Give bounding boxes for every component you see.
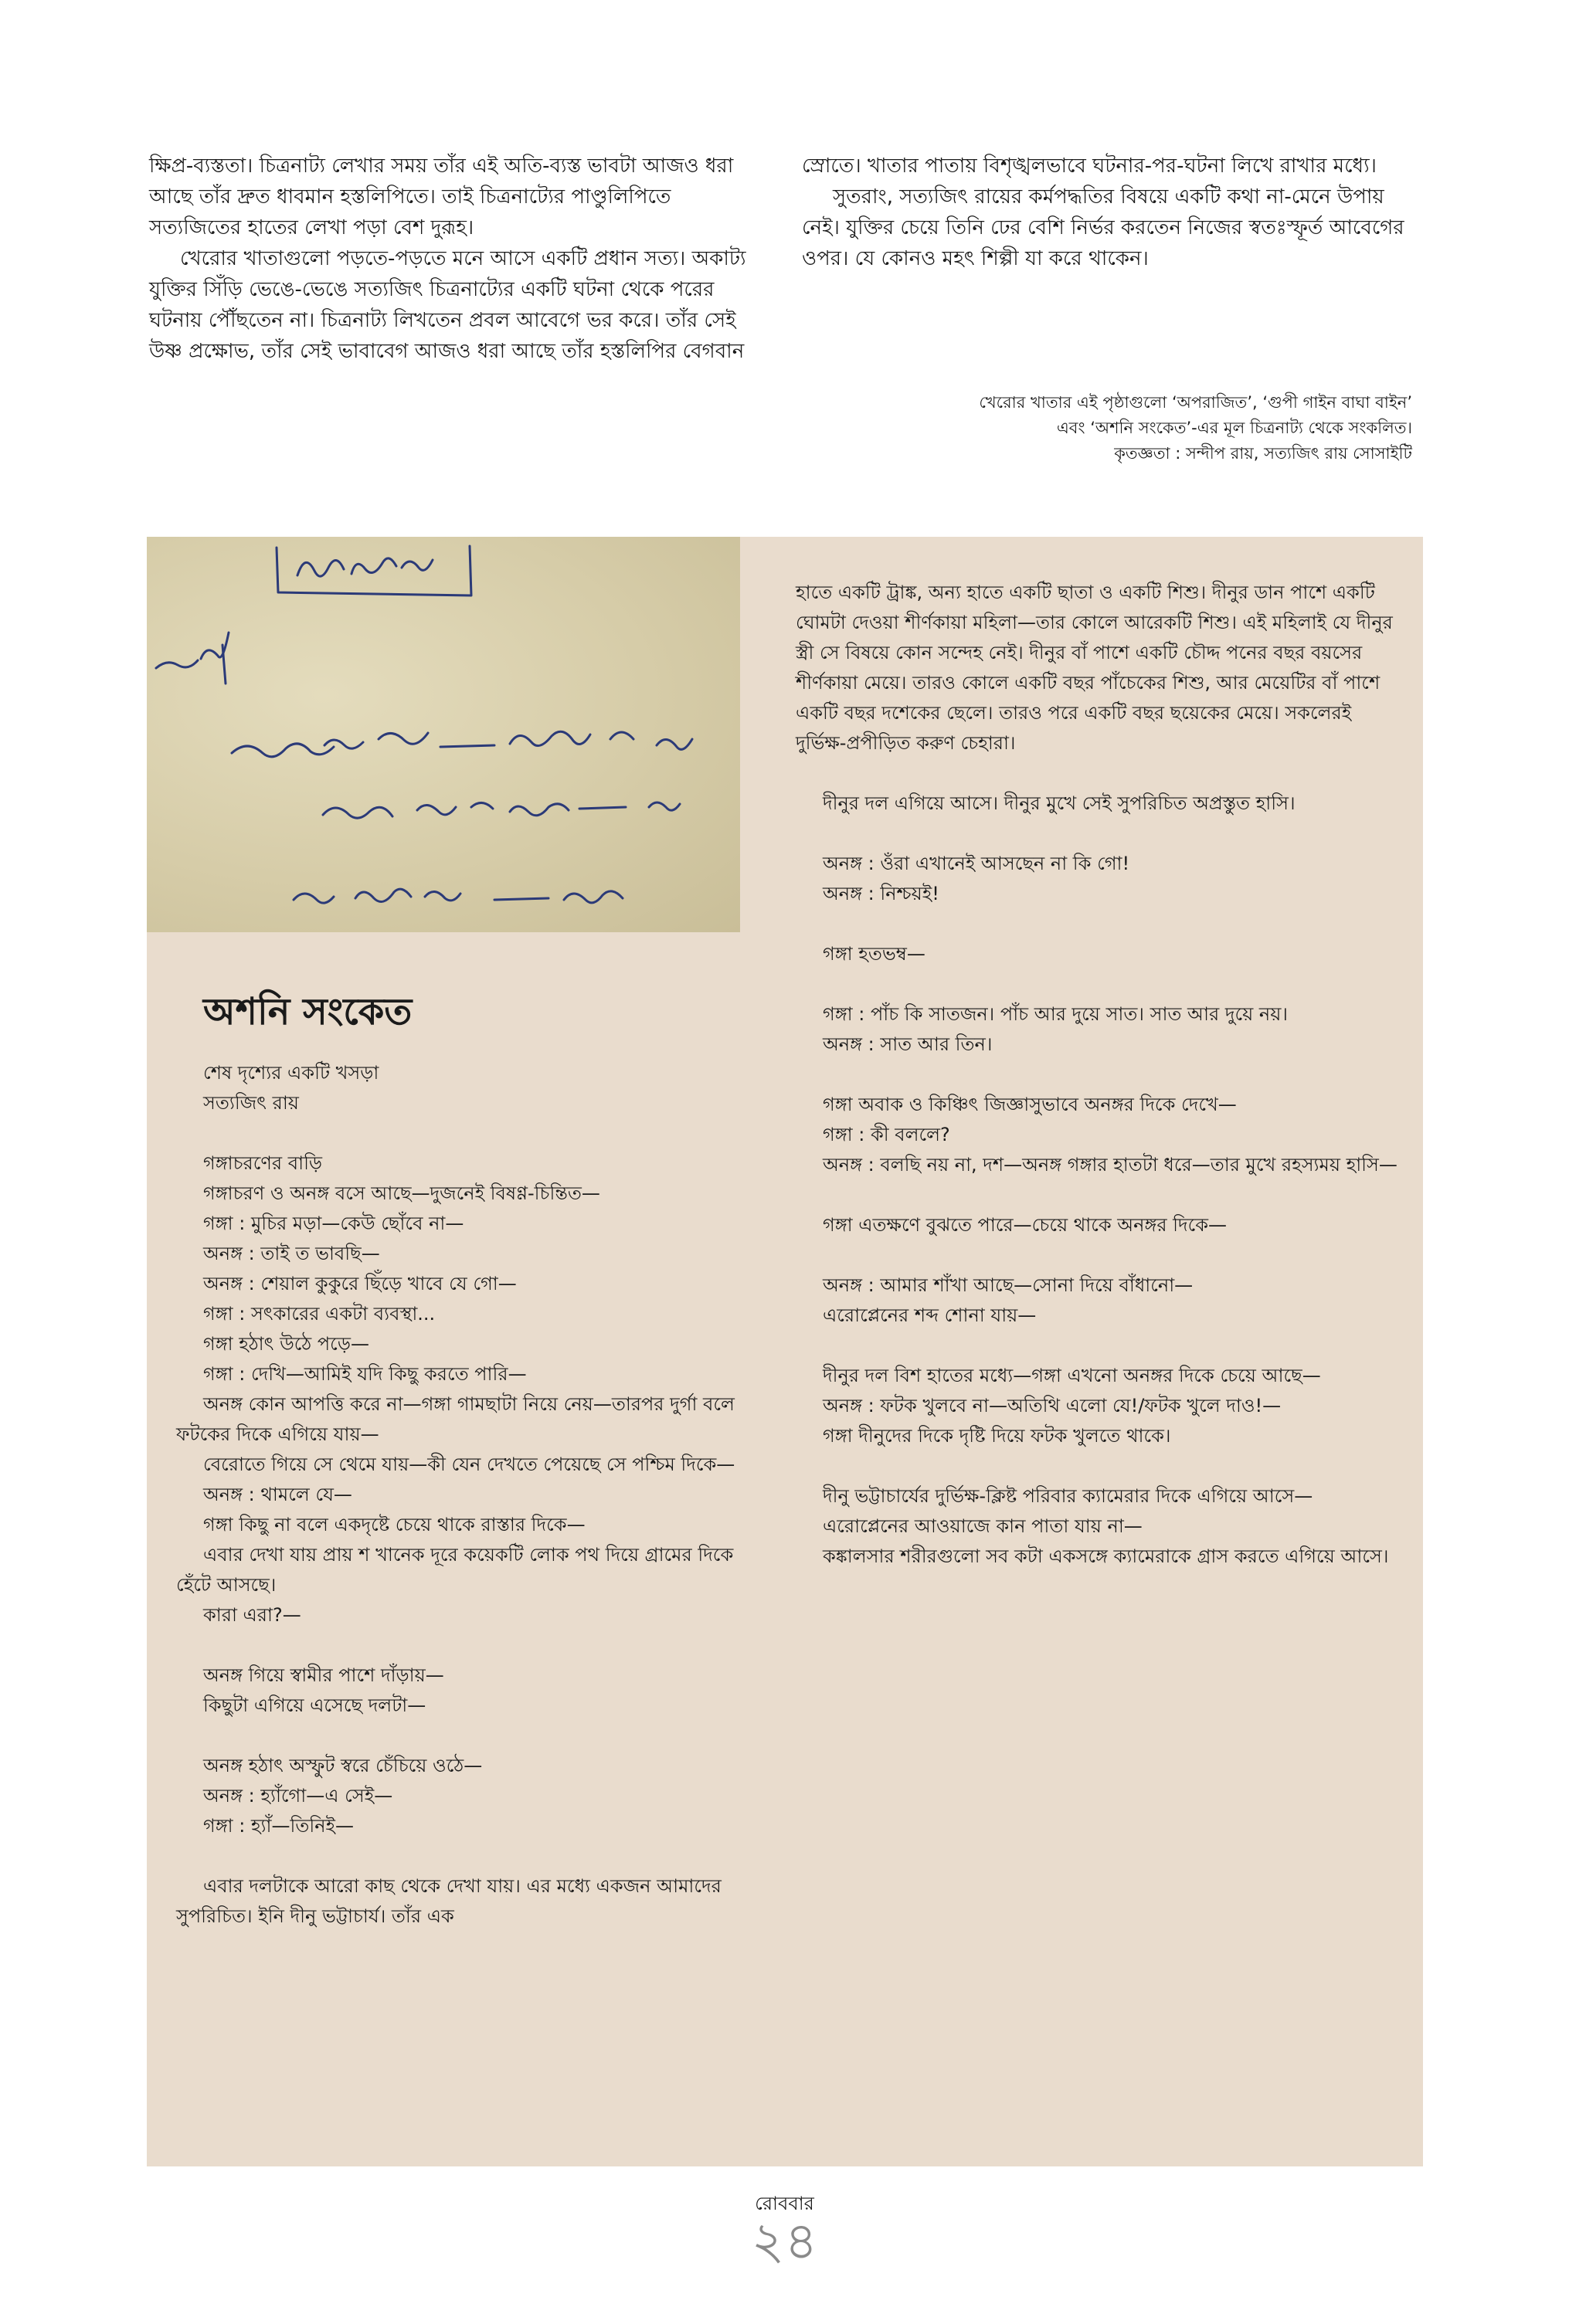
script-line: গঙ্গা কিছু না বলে একদৃষ্টে চেয়ে থাকে রাস্তার দিকে— <box>203 1514 586 1535</box>
script-title: অশনি সংকেত <box>203 990 413 1033</box>
script-line: এরোপ্লেনের আওয়াজে কান পাতা যায় না— <box>823 1515 1143 1537</box>
script-line: গঙ্গা এতক্ষণে বুঝতে পারে—চেয়ে থাকে অনঙ্গর দিকে— <box>823 1214 1228 1236</box>
script-line: অনঙ্গ : বলছি নয় না, দশ—অনঙ্গ গঙ্গার হাতটা ধরে—তার মুখে রহস্যময় হাসি— <box>823 1154 1397 1176</box>
script-line: অনঙ্গ : সাত আর তিন। <box>823 1033 993 1055</box>
handwriting-scribbles <box>147 537 740 932</box>
essay-paragraph: খেরোর খাতাগুলো পড়তে-পড়তে মনে আসে একটি প্রধান সত্য। অকাট্য যুক্তির সিঁড়ি ভেঙে-ভেঙে সত্যজিৎ চিত্রনাট্যের একটি ঘটনা থেকে পরের ঘটনায় পৌঁছতেন না। চিত্রনাট্য লিখতেন প্রবল আবেগে ভর করে। তাঁর সেই উষ্ণ প্রক্ষোভ, তাঁর সেই ভাবাবেগ আজও ধরা আছে তাঁর হস্তলিপির বেগবান <box>149 247 746 363</box>
script-line: এবার দলটাকে আরো কাছ থেকে দেখা যায়। এর মধ্যে একজন আমাদের সুপরিচিত। ইনি দীনু ভট্টাচার্য। তাঁর এক <box>176 1875 722 1927</box>
script-line: গঙ্গা : মুচির মড়া—কেউ ছোঁবে না— <box>203 1213 464 1234</box>
script-line: গঙ্গা : সৎকারের একটা ব্যবস্থা... <box>203 1303 436 1325</box>
script-subtitle: শেষ দৃশ্যের একটি খসড়া <box>203 1062 379 1084</box>
script-line: হাতে একটি ট্রাঙ্ক, অন্য হাতে একটি ছাতা ও একটি শিশু। দীনুর ডান পাশে একটি ঘোমটা দেওয়া শীর্ণকায়া মহিলা—তার কোলে আরেকটি শিশু। এই মহিলাই যে দীনুর স্ত্রী সে বিষয়ে কোন সন্দেহ নেই। দীনুর বাঁ পাশে একটি চৌদ্দ পনের বছর বয়সের শীর্ণকায়া মেয়ে। তারও কোলে একটি বছর পাঁচেকের শিশু, আর মেয়েটির বাঁ পাশে একটি বছর দশেকের ছেলে। তারও পরে একটি বছর ছয়েকের মেয়ে। সকলেরই দুর্ভিক্ষ-প্রপীড়িত করুণ চেহারা। <box>796 582 1393 754</box>
script-line: অনঙ্গ : ওঁরা এখানেই আসছেন না কি গো! <box>823 853 1130 874</box>
script-line: গঙ্গা : পাঁচ কি সাতজন। পাঁচ আর দুয়ে সাত। সাত আর দুয়ে নয়। <box>823 1003 1288 1025</box>
script-line: অনঙ্গ কোন আপত্তি করে না—গঙ্গা গামছাটা নিয়ে নেয়—তারপর দুর্গা বলে ফটকের দিকে এগিয়ে যায়— <box>176 1393 735 1445</box>
caption-line: এবং ‘অশনি সংকেত’-এর মূল চিত্রনাট্য থেকে সংকলিত। <box>1056 419 1412 437</box>
script-line: অনঙ্গ : নিশ্চয়ই! <box>823 883 939 904</box>
script-line: অনঙ্গ : শেয়াল কুকুরে ছিঁড়ে খাবে যে গো— <box>203 1273 517 1294</box>
script-line: বেরোতে গিয়ে সে থেমে যায়—কী যেন দেখতে পেয়েছে সে পশ্চিম দিকে— <box>203 1454 735 1475</box>
script-line: গঙ্গা : হ্যাঁ—তিনিই— <box>203 1815 355 1837</box>
script-line: কিছুটা এগিয়ে এসেছে দলটা— <box>203 1695 426 1716</box>
handwritten-manuscript-image <box>147 537 740 932</box>
script-line: অনঙ্গ : ফটক খুলবে না—অতিথি এলো যে!/ফটক খুলে দাও!— <box>823 1395 1282 1416</box>
script-line: গঙ্গাচরণ ও অনঙ্গ বসে আছে—দুজনেই বিষণ্ণ-চিন্তিত— <box>203 1182 600 1204</box>
script-author: সত্যজিৎ রায় <box>203 1092 299 1114</box>
script-column-right <box>796 578 1398 1572</box>
script-line: গঙ্গা হতভম্ব— <box>823 943 925 965</box>
essay-column-right <box>802 151 1412 274</box>
script-line: অনঙ্গ : থামলে যে— <box>203 1484 352 1505</box>
script-line: দীনুর দল এগিয়ে আসে। দীনুর মুখে সেই সুপরিচিত অপ্রস্তুত হাসি। <box>823 792 1296 814</box>
caption-line: কৃতজ্ঞতা : সন্দীপ রায়, সত্যজিৎ রায় সোসাইটি <box>1114 444 1412 463</box>
script-line: দীনুর দল বিশ হাতের মধ্যে—গঙ্গা এখনো অনঙ্গর দিকে চেয়ে আছে— <box>823 1365 1321 1386</box>
caption-line: খেরোর খাতার এই পৃষ্ঠাগুলো ‘অপরাজিত’, ‘গুপী গাইন বাঘা বাইন’ <box>979 393 1412 412</box>
script-column-left <box>176 989 748 1932</box>
script-line: গঙ্গাচরণের বাড়ি <box>203 1152 323 1174</box>
image-credit-caption <box>802 390 1412 466</box>
script-line: গঙ্গা দীনুদের দিকে দৃষ্টি দিয়ে ফটক খুলতে থাকে। <box>823 1425 1171 1447</box>
script-line: গঙ্গা : কী বললে? <box>823 1124 950 1145</box>
script-line: গঙ্গা অবাক ও কিঞ্চিৎ জিজ্ঞাসুভাবে অনঙ্গর দিকে দেখে— <box>823 1094 1237 1115</box>
essay-paragraph: ক্ষিপ্র-ব্যস্ততা। চিত্রনাট্য লেখার সময় তাঁর এই অতি-ব্যস্ত ভাবটা আজও ধরা আছে তাঁর দ্রুত ধাবমান হস্তলিপিতে। তাই চিত্রনাট্যের পাণ্ডুলিপিতে সত্যজিতের হাতের লেখা পড়া বেশ দুরূহ। <box>149 154 734 239</box>
script-line: কারা এরা?— <box>203 1604 301 1626</box>
script-line: কঙ্কালসার শরীরগুলো সব কটা একসঙ্গে ক্যামেরাকে গ্রাস করতে এগিয়ে আসে। <box>823 1545 1389 1567</box>
essay-column-left <box>149 151 759 367</box>
script-line: গঙ্গা হঠাৎ উঠে পড়ে— <box>203 1333 369 1355</box>
script-line: অনঙ্গ : আমার শাঁখা আছে—সোনা দিয়ে বাঁধানো— <box>823 1274 1194 1296</box>
script-line: এবার দেখা যায় প্রায় শ খানেক দূরে কয়েকটি লোক পথ দিয়ে গ্রামের দিকে হেঁটে আসছে। <box>176 1544 734 1596</box>
script-line: অনঙ্গ : হ্যাঁগো—এ সেই— <box>203 1785 393 1807</box>
essay-paragraph: স্রোতে। খাতার পাতায় বিশৃঙ্খলভাবে ঘটনার-পর-ঘটনা লিখে রাখার মধ্যে। <box>802 154 1377 178</box>
essay-paragraph: সুতরাং, সত্যজিৎ রায়ের কর্মপদ্ধতির বিষয়ে একটি কথা না-মেনে উপায় নেই। যুক্তির চেয়ে তিনি ঢের বেশি নির্ভর করতেন নিজের স্বতঃস্ফূর্ত আবেগের ওপর। যে কোনও মহৎ শিল্পী যা করে থাকেন। <box>802 185 1404 270</box>
script-line: এরোপ্লেনের শব্দ শোনা যায়— <box>823 1304 1037 1326</box>
script-line: দীনু ভট্টাচার্যের দুর্ভিক্ষ-ক্লিষ্ট পরিবার ক্যামেরার দিকে এগিয়ে আসে— <box>823 1485 1313 1507</box>
script-line: অনঙ্গ গিয়ে স্বামীর পাশে দাঁড়ায়— <box>203 1664 444 1686</box>
script-line: অনঙ্গ হঠাৎ অস্ফুট স্বরে চেঁচিয়ে ওঠে— <box>203 1755 483 1776</box>
script-line: গঙ্গা : দেখি—আমিই যদি কিছু করতে পারি— <box>203 1363 527 1385</box>
page-number: ২৪ <box>751 2211 818 2271</box>
script-line: অনঙ্গ : তাই ত ভাবছি— <box>203 1243 380 1264</box>
magazine-name: রোববার <box>755 2193 814 2214</box>
